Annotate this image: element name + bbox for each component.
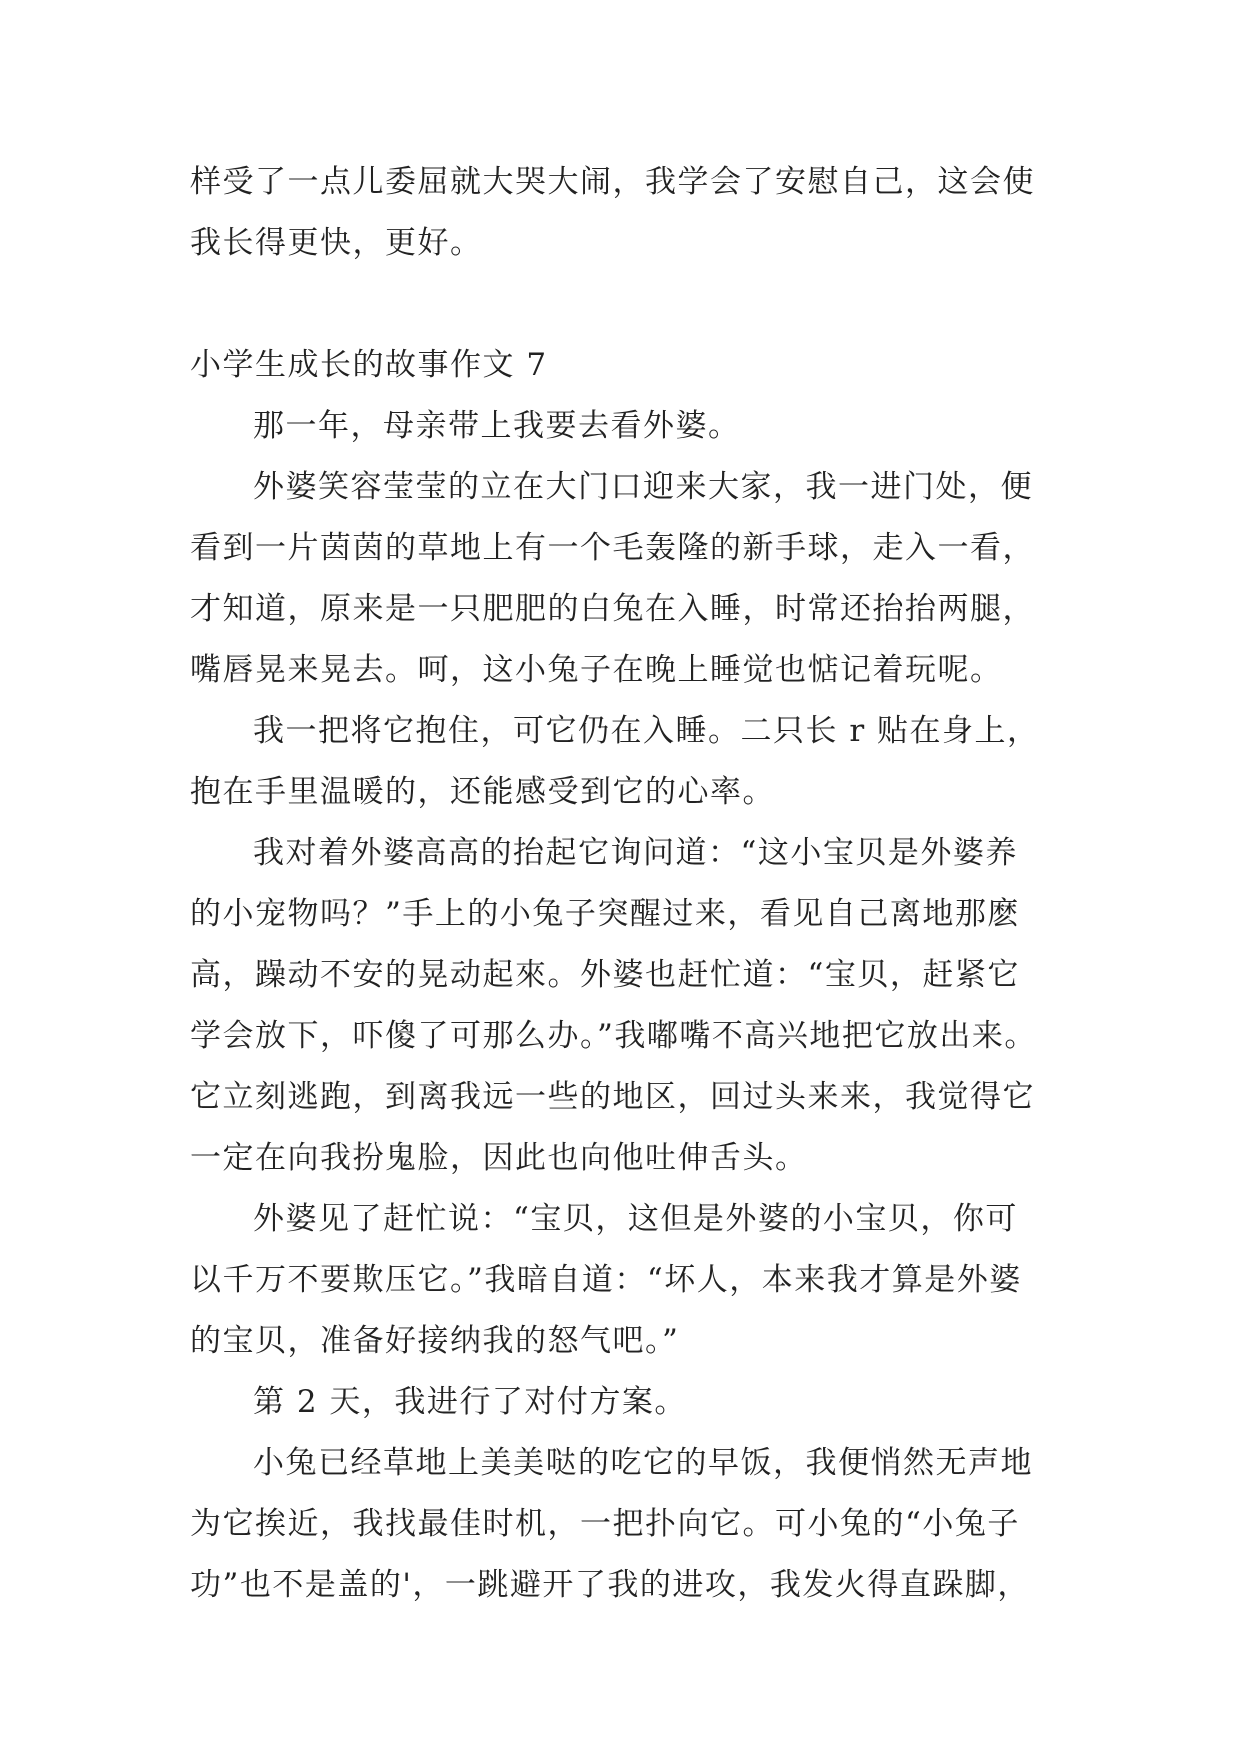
text-line: 的小宠物吗？”手上的小兔子突醒过来，看见自己离地那麽: [190, 896, 1020, 932]
text-line: 它立刻逃跑，到离我远一些的地区，回过头来来，我觉得它: [190, 1079, 1035, 1115]
text-line: 我长得更快，更好。: [190, 225, 483, 261]
text-line: 样受了一点儿委屈就大哭大闹，我学会了安慰自己，这会使: [190, 164, 1035, 200]
text-line: 看到一片茵茵的草地上有一个毛轰隆的新手球，走入一看，: [190, 530, 1035, 566]
paragraph-start-line: 外婆见了赶忙说：“宝贝，这但是外婆的小宝贝，你可: [253, 1201, 1018, 1237]
text-line: 以千万不要欺压它。”我暗自道：“坏人，本来我才算是外婆: [190, 1262, 1022, 1298]
text-line: 才知道，原来是一只肥肥的白兔在入睡，时常还抬抬两腿，: [190, 591, 1035, 627]
paragraph-start-line: 我一把将它抱住，可它仍在入睡。二只长 r 贴在身上，: [253, 713, 1040, 749]
paragraph-start-line: 我对着外婆高高的抬起它询问道：“这小宝贝是外婆养: [253, 835, 1018, 871]
paragraph-start-line: 小兔已经草地上美美哒的吃它的早饭，我便悄然无声地: [253, 1445, 1033, 1481]
section-title: 小学生成长的故事作文 7: [190, 347, 548, 383]
text-line: 的宝贝，准备好接纳我的怒气吧。”: [190, 1323, 680, 1359]
text-line: 学会放下，吓傻了可那么办。”我嘟嘴不高兴地把它放出来。: [190, 1018, 1037, 1054]
paragraph-start-line: 那一年，母亲带上我要去看外婆。: [253, 408, 741, 444]
text-line: 嘴唇晃来晃去。呵，这小兔子在晚上睡觉也惦记着玩呢。: [190, 652, 1003, 688]
text-line: 抱在手里温暖的，还能感受到它的心率。: [190, 774, 775, 810]
text-line: 功”也不是盖的'，一跳避开了我的进攻，我发火得直跺脚，: [190, 1567, 1030, 1603]
text-line: 为它挨近，我找最佳时机，一把扑向它。可小兔的“小兔子: [190, 1506, 1020, 1542]
paragraph-start-line: 第 2 天，我进行了对付方案。: [253, 1384, 687, 1420]
text-line: 高，躁动不安的晃动起來。外婆也赶忙道：“宝贝，赶紧它: [190, 957, 1020, 993]
text-line: 一定在向我扮鬼脸，因此也向他吐伸舌头。: [190, 1140, 808, 1176]
paragraph-start-line: 外婆笑容莹莹的立在大门口迎来大家，我一进门处，便: [253, 469, 1033, 505]
